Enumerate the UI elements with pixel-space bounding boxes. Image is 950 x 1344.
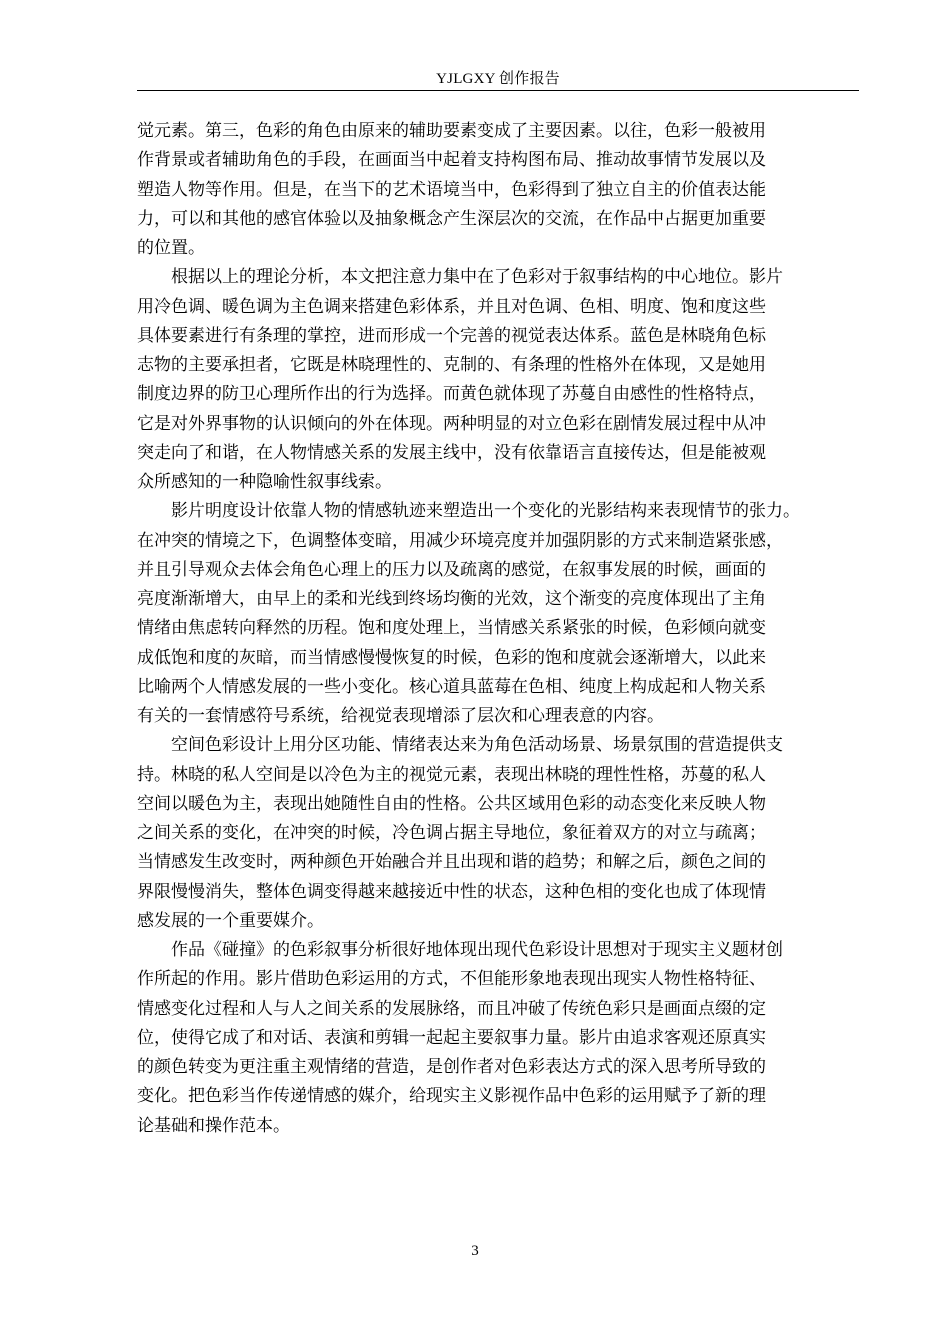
text-line: 亮度渐渐增大，由早上的柔和光线到终场均衡的光效，这个渐变的亮度体现出了主角 — [137, 589, 766, 609]
text-line: 众所感知的一种隐喻性叙事线索。 — [137, 472, 392, 492]
text-line: 突走向了和谐，在人物情感关系的发展主线中，没有依靠语言直接传达，但是能被观 — [137, 442, 766, 463]
text-line: 根据以上的理论分析，本文把注意力集中在了色彩对于叙事结构的中心地位。影片 — [137, 267, 783, 288]
text-line: 比喻两个人情感发展的一些小变化。核心道具蓝莓在色相、纯度上构成起和人物关系 — [137, 676, 766, 697]
text-line: 作所起的作用。影片借助色彩运用的方式，不但能形象地表现出现实人物性格特征、 — [137, 969, 766, 990]
text-line: 作品《碰撞》的色彩叙事分析很好地体现出现代色彩设计思想对于现实主义题材创 — [137, 940, 783, 960]
text-line: 感发展的一个重要媒介。 — [137, 910, 324, 931]
text-line: 位，使得它成了和对话、表演和剪辑一起起主要叙事力量。影片由追求客观还原真实 — [137, 1027, 766, 1048]
text-line: 作背景或者辅助角色的手段，在画面当中起着支持构图布局、推动故事情节发展以及 — [137, 150, 766, 171]
text-line: 持。林晓的私人空间是以冷色为主的视觉元素，表现出林晓的理性性格，苏蔓的私人 — [137, 764, 766, 785]
text-line: 之间关系的变化，在冲突的时候，冷色调占据主导地位，象征着双方的对立与疏离； — [137, 823, 766, 843]
text-line: 觉元素。第三，色彩的角色由原来的辅助要素变成了主要因素。以往，色彩一般被用 — [137, 121, 766, 141]
text-line: 论基础和操作范本。 — [137, 1115, 290, 1136]
header-divider — [137, 90, 859, 91]
body-text — [137, 117, 877, 1141]
text-line: 变化。把色彩当作传递情感的媒介，给现实主义影视作品中色彩的运用赋予了新的理 — [137, 1086, 766, 1107]
text-line: 用冷色调、暖色调为主色调来搭建色彩体系，并且对色调、色相、明度、饱和度这些 — [137, 296, 766, 317]
text-line: 并且引导观众去体会角色心理上的压力以及疏离的感觉，在叙事发展的时候，画面的 — [137, 559, 766, 580]
text-line: 它是对外界事物的认识倾向的外在体现。两种明显的对立色彩在剧情发展过程中从冲 — [137, 413, 766, 434]
text-line: 在冲突的情境之下，色调整体变暗，用减少环境亮度并加强阴影的方式来制造紧张感， — [137, 530, 783, 551]
running-header: YJLGXY 创作报告 — [436, 71, 560, 87]
text-line: 影片明度设计依靠人物的情感轨迹来塑造出一个变化的光影结构来表现情节的张力。 — [137, 501, 800, 522]
text-line: 空间以暖色为主，表现出她随性自由的性格。公共区域用色彩的动态变化来反映人物 — [137, 793, 766, 814]
text-line: 情感变化过程和人与人之间关系的发展脉络，而且冲破了传统色彩只是画面点缀的定 — [137, 998, 766, 1019]
text-line: 有关的一套情感符号系统，给视觉表现增添了层次和心理表意的内容。 — [137, 706, 664, 726]
text-line: 空间色彩设计上用分区功能、情绪表达来为角色活动场景、场景氛围的营造提供支 — [137, 735, 783, 756]
text-line: 制度边界的防卫心理所作出的行为选择。而黄色就体现了苏蔓自由感性的性格特点， — [137, 384, 766, 405]
text-line: 当情感发生改变时，两种颜色开始融合并且出现和谐的趋势；和解之后，颜色之间的 — [137, 852, 766, 873]
page-number: 3 — [471, 1243, 479, 1259]
text-line: 具体要素进行有条理的掌控，进而形成一个完善的视觉表达体系。蓝色是林晓角色标 — [137, 325, 766, 346]
text-line: 力，可以和其他的感官体验以及抽象概念产生深层次的交流，在作品中占据更加重要 — [137, 208, 766, 229]
text-line: 志物的主要承担者，它既是林晓理性的、克制的、有条理的性格外在体现，又是她用 — [137, 355, 766, 375]
text-line: 成低饱和度的灰暗，而当情感慢慢恢复的时候，色彩的饱和度就会逐渐增大，以此来 — [137, 647, 766, 668]
text-line: 的位置。 — [137, 238, 205, 258]
text-line: 塑造人物等作用。但是，在当下的艺术语境当中，色彩得到了独立自主的价值表达能 — [137, 179, 766, 200]
text-line: 情绪由焦虑转向释然的历程。饱和度处理上，当情感关系紧张的时候，色彩倾向就变 — [137, 618, 766, 639]
text-line: 界限慢慢消失，整体色调变得越来越接近中性的状态，这种色相的变化也成了体现情 — [137, 881, 766, 902]
text-line: 的颜色转变为更注重主观情绪的营造，是创作者对色彩表达方式的深入思考所导致的 — [137, 1057, 766, 1077]
